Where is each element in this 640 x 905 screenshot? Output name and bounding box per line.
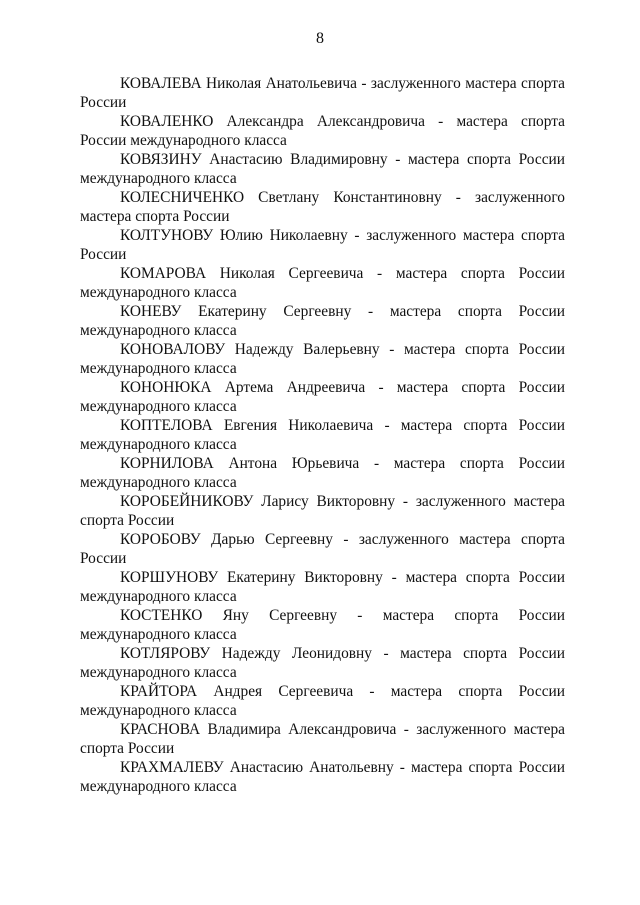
list-item: КРАЙТОРА Андрея Сергеевича - мастера спорта России международного класса: [80, 683, 565, 719]
list-item: КРАСНОВА Владимира Александровича - заслуженного мастера спорта России: [80, 721, 565, 757]
list-item: КОМАРОВА Николая Сергеевича - мастера спорта России международного класса: [80, 265, 565, 301]
list-item: КРАХМАЛЕВУ Анастасию Анатольевну - мастера спорта России международного класса: [80, 759, 565, 795]
list-item: КОТЛЯРОВУ Надежду Леонидовну - мастера спорта России международного класса: [80, 645, 565, 681]
list-item: КОРНИЛОВА Антона Юрьевича - мастера спорта России международного класса: [80, 455, 565, 491]
list-item: КОВЯЗИНУ Анастасию Владимировну - мастера спорта России международного класса: [80, 151, 565, 187]
list-item: КОНОВАЛОВУ Надежду Валерьевну - мастера спорта России международного класса: [80, 341, 565, 377]
award-list: [80, 74, 565, 796]
list-item: КОСТЕНКО Яну Сергеевну - мастера спорта России международного класса: [80, 607, 565, 643]
list-item: КОЛТУНОВУ Юлию Николаевну - заслуженного мастера спорта России: [80, 227, 565, 263]
list-item: КОЛЕСНИЧЕНКО Светлану Константиновну - заслуженного мастера спорта России: [80, 189, 565, 225]
list-item: КОПТЕЛОВА Евгения Николаевича - мастера спорта России международного класса: [80, 417, 565, 453]
list-item: КОРОБОВУ Дарью Сергеевну - заслуженного мастера спорта России: [80, 531, 565, 567]
page-number: 8: [316, 30, 324, 47]
list-item: КОНОНЮКА Артема Андреевича - мастера спорта России международного класса: [80, 379, 565, 415]
list-item: КОВАЛЕНКО Александра Александровича - мастера спорта России международного класса: [80, 113, 565, 149]
list-item: КОРШУНОВУ Екатерину Викторовну - мастера спорта России международного класса: [80, 569, 565, 605]
list-item: КОВАЛЕВА Николая Анатольевича - заслуженного мастера спорта России: [80, 75, 565, 111]
list-item: КОРОБЕЙНИКОВУ Ларису Викторовну - заслуженного мастера спорта России: [80, 493, 565, 529]
list-item: КОНЕВУ Екатерину Сергеевну - мастера спорта России международного класса: [80, 303, 565, 339]
